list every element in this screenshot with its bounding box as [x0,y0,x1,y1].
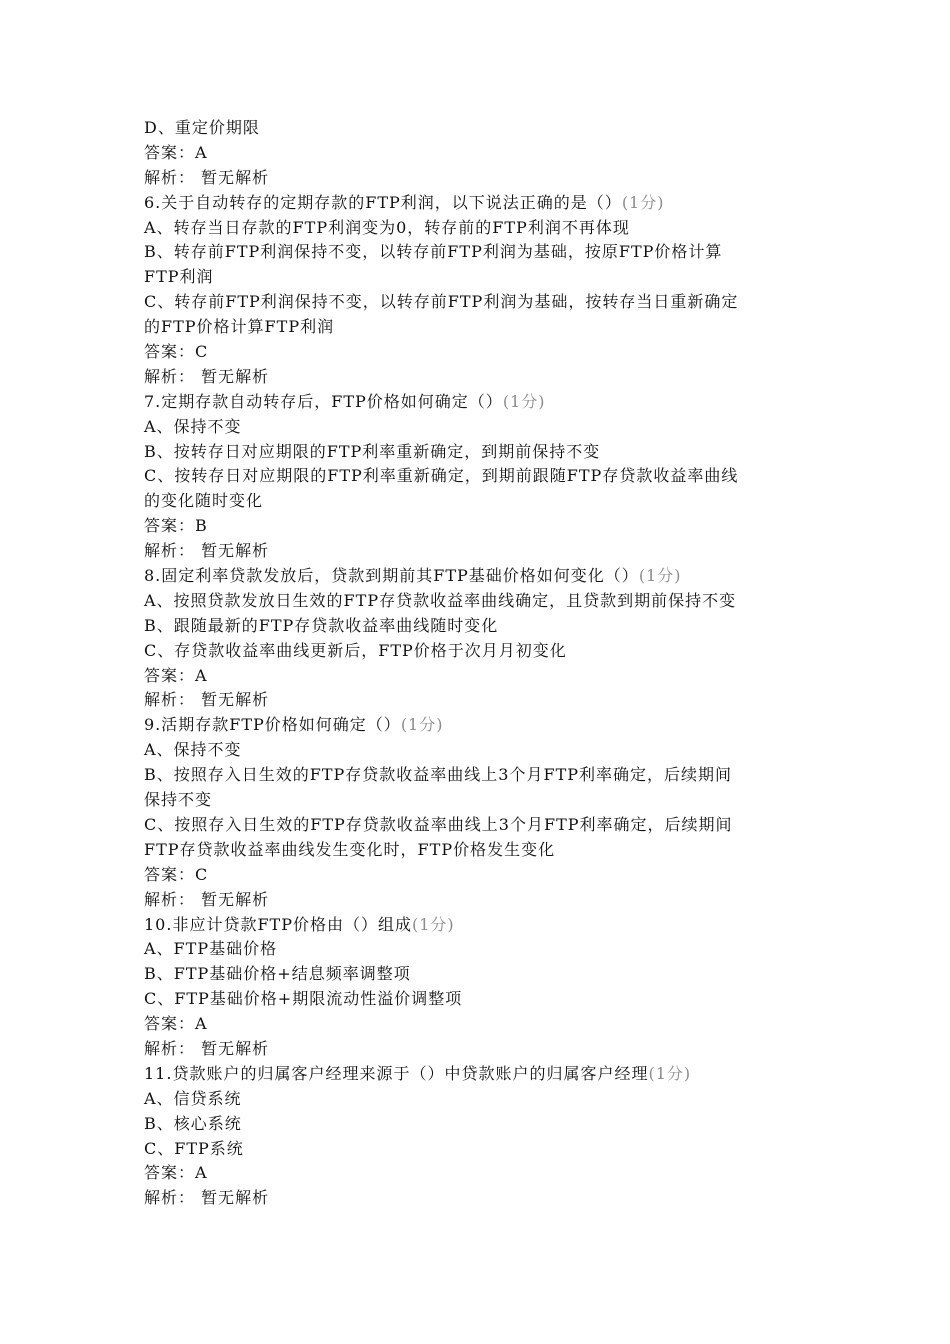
option-line: B、按转存日对应期限的FTP利率重新确定，到期前保持不变 [144,441,601,461]
answer-line: 答案：B [144,516,208,536]
analysis-line: 解析： 暂无解析 [144,889,270,909]
analysis-line: 解析： 暂无解析 [144,167,270,187]
question-stem: 11.贷款账户的归属客户经理来源于（）中贷款账户的归属客户经理(1分) [144,1063,692,1083]
question-11 [144,1062,814,1211]
option-line: A、保持不变 [144,416,242,436]
score-label: (1分) [412,914,455,934]
option-line: D、重定价期限 [144,118,260,137]
question-stem: 10.非应计贷款FTP价格由（）组成(1分) [144,914,455,934]
option-line: C、按照存入日生效的FTP存贷款收益率曲线上3个月FTP利率确定，后续期间 [144,814,733,834]
option-line: 的FTP价格计算FTP利润 [144,317,335,337]
score-label: (1分) [648,1063,692,1083]
option-line: B、核心系统 [144,1113,242,1133]
option-line: 保持不变 [144,790,213,810]
option-line: C、FTP基础价格+期限流动性溢价调整项 [144,989,463,1009]
option-line: B、按照存入日生效的FTP存贷款收益率曲线上3个月FTP利率确定，后续期间 [144,765,733,785]
question-9 [144,713,814,912]
option-line: C、转存前FTP利润保持不变，以转存前FTP利润为基础，按转存当日重新确定 [144,292,739,312]
option-line: FTP利润 [144,267,214,287]
option-line: A、信贷系统 [144,1088,242,1108]
option-line: A、保持不变 [144,740,242,760]
score-label: (1分) [400,715,444,735]
answer-line: 答案：A [144,142,208,162]
question-stem: 8.固定利率贷款发放后，贷款到期前其FTP基础价格如何变化（）(1分) [144,566,682,586]
question-7 [144,390,814,564]
question-stem: 7.定期存款自动转存后，FTP价格如何确定（）(1分) [144,391,546,411]
option-line: A、按照贷款发放日生效的FTP存贷款收益率曲线确定，且贷款到期前保持不变 [144,590,737,610]
option-line: C、FTP系统 [144,1138,244,1158]
score-label: (1分) [638,566,682,586]
option-line: C、存贷款收益率曲线更新后，FTP价格于次月月初变化 [144,640,567,660]
option-line: B、FTP基础价格+结息频率调整项 [144,964,411,984]
question-stem: 6.关于自动转存的定期存款的FTP利润，以下说法正确的是（）(1分) [144,192,665,212]
analysis-line: 解析： 暂无解析 [144,1188,270,1208]
answer-line: 答案：A [144,665,208,685]
option-line: A、转存当日存款的FTP利润变为0，转存前的FTP利润不再体现 [144,217,630,237]
option-line: B、跟随最新的FTP存贷款收益率曲线随时变化 [144,615,499,635]
answer-line: 答案：A [144,1014,208,1034]
score-label: (1分) [621,192,665,212]
analysis-line: 解析： 暂无解析 [144,690,270,710]
analysis-line: 解析： 暂无解析 [144,1038,270,1058]
option-line: A、FTP基础价格 [144,939,278,959]
analysis-line: 解析： 暂无解析 [144,366,270,386]
score-label: (1分) [502,391,546,411]
analysis-line: 解析： 暂无解析 [144,541,270,561]
question-8 [144,564,814,713]
question-stem: 9.活期存款FTP价格如何确定（）(1分) [144,715,444,735]
question-6 [144,191,814,390]
answer-line: 答案：C [144,342,209,362]
option-line: 的变化随时变化 [144,491,264,511]
answer-line: 答案：A [144,1163,208,1183]
document-page [144,116,814,1211]
option-line: FTP存贷款收益率曲线发生变化时，FTP价格发生变化 [144,839,556,859]
option-line: B、转存前FTP利润保持不变，以转存前FTP利润为基础，按原FTP价格计算 [144,242,723,262]
answer-line: 答案：C [144,864,209,884]
question-10 [144,913,814,1062]
option-line: C、按转存日对应期限的FTP利率重新确定，到期前跟随FTP存贷款收益率曲线 [144,466,739,486]
